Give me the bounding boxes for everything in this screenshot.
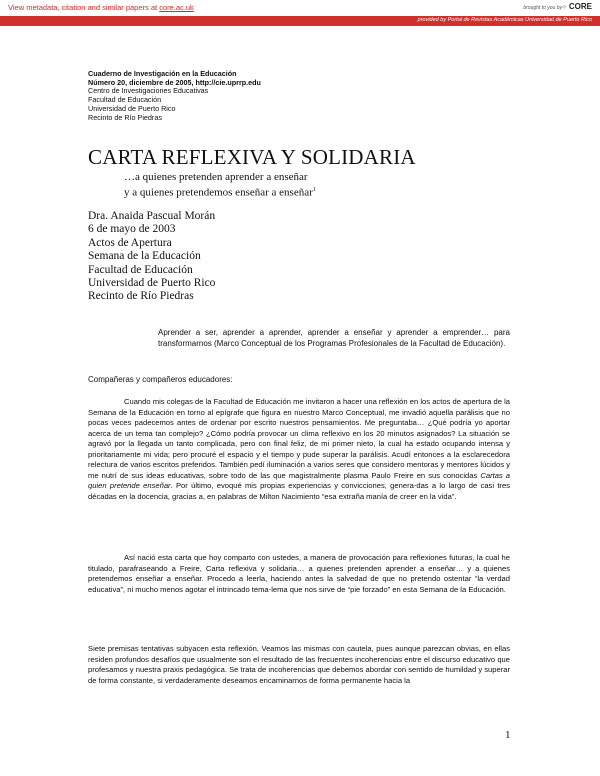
- journal-line: Recinto de Río Piedras: [88, 112, 162, 122]
- core-link-prefix: View metadata, citation and similar papers at: [8, 3, 160, 12]
- subtitle-line-1: …a quienes pretenden aprender a enseñar: [124, 171, 308, 183]
- core-logo[interactable]: [562, 2, 592, 11]
- author-faculty: Facultad de Educación: [88, 263, 193, 276]
- author-week: Semana de la Educación: [88, 250, 201, 263]
- journal-line: Facultad de Educación: [88, 95, 162, 105]
- subtitle-line-2-text: y a quienes pretendemos enseñar a enseñar: [124, 186, 313, 199]
- body-paragraph: [88, 397, 510, 502]
- salutation: Compañeras y compañeros educadores:: [88, 375, 233, 384]
- journal-name: Cuaderno de Investigación en la Educación: [88, 69, 237, 78]
- author-date: 6 de mayo de 2003: [88, 223, 176, 236]
- author-campus: Recinto de Río Piedras: [88, 290, 194, 303]
- epigraph: Aprender a ser, aprender a aprender, aprender a enseñar y aprender a emprender… para transformarnos (Marco Conceptual de los Programas Profesionales de la Facultad de Educación).: [158, 328, 510, 348]
- page-title: CARTA REFLEXIVA Y SOLIDARIA: [88, 145, 416, 169]
- author-event: Actos de Apertura: [88, 236, 172, 249]
- page-number: 1: [505, 729, 511, 741]
- subtitle-line-2: [124, 184, 316, 199]
- footnote-ref[interactable]: 1: [312, 186, 316, 193]
- paragraph-1-text-a: Cuando mis colegas de la Facultad de Educación me invitaron a hacer una reflexión en los actos de apertura de la Semana de la Educación en torno al epígrafe que figura en nuestro Marco Conceptual, me invadió aquella parálisis que no pocas veces padecemos antes de ordenar por escrito nuestros pensamientos. Me preguntaba… ¿Qué podría yo aportar acerca de un tema tan complejo? ¿Cómo podría provocar un clima reflexivo en los 20 minutos asignados? La situación se agravó por la llegada un tanto complicada, pero con final feliz, de mi primer nieto, la cual ha estado ocupando intensa y prioritariamente mi vida; pero procuré el espacio y el tiempo y pude superar la parálisis. Acudí entonces a la esclarecedora relectura de varios escritos preferidos. También pedí iluminación a varios seres que considero mentoras y mentores lúcidos y me nutrí de sus ideas educativas, sobre todo de las que magistralmente plasma Paulo Freire en sus conocidas: [88, 397, 510, 480]
- core-link-domain: core.ac.uk: [159, 3, 194, 12]
- paragraph-2-text: Así nació esta carta que hoy comparto con ustedes, a manera de provocación para reflexiones futuras, la cual he titulado, parafraseando a Freire, Carta reflexiva y solidaria… a quienes pretenden aprender a enseñar… y a quienes pretendemos enseñar a enseñar. Procedo a leerla, haciendo antes la salvedad de que no pretendo ostentar “la verdad educativa”, ni mucho menos agotar el intrincado tema-lema que nos sirve de “pie forzado” en esta Semana de la Educación.: [88, 553, 510, 594]
- author-name: Dra. Anaida Pascual Morán: [88, 210, 216, 222]
- journal-header: [88, 70, 261, 122]
- journal-issue: Número 20, diciembre de 2005, http://cie.uprrp.edu: [88, 77, 261, 87]
- core-metadata-link[interactable]: [8, 3, 194, 12]
- journal-line: Centro de Investigaciones Educativas: [88, 86, 209, 96]
- body-paragraph: [88, 644, 510, 686]
- subtitle: [124, 171, 316, 199]
- body-paragraph: [88, 553, 510, 595]
- core-logo-text: CORE: [568, 2, 592, 11]
- paragraph-1-text-b: . Por último, evoqué mis propias experiencias y convicciones, genera-das a lo largo de casi tres décadas en la docencia, gracias a, en palabras de Milton Nacimiento “esa extraña manía de creer en la vida”.: [88, 481, 510, 501]
- provided-by-bar: [0, 16, 600, 26]
- journal-line: Universidad de Puerto Rico: [88, 103, 176, 113]
- paragraph-1-book-title: Cartas a quien pretende enseñar: [88, 470, 511, 490]
- core-logo-dots-icon: ⁘: [561, 5, 567, 11]
- core-banner: [0, 0, 600, 17]
- author-university: Universidad de Puerto Rico: [88, 277, 216, 290]
- paragraph-3-text: Siete premisas tentativas subyacen esta reflexión. Veamos las mismas con cautela, pues aunque parezcan obvias, en ellas residen profundos desafíos que usualmente son el resultado de las frecuentes incoherencias entre el discurso educativo que profesamos y nuestra praxis pedagógica. Se trata de incoherencias que debemos abordar con sentido de humildad y superar de forma constante, si verdaderamente deseamos encaminarnos de forma permanente hacia la: [88, 644, 510, 685]
- provided-by-text: provided by Portal de Revistas Académicas Universidad de Puerto Rico: [417, 17, 592, 23]
- author-block: [88, 210, 215, 304]
- core-brought-by: brought to you by: [523, 5, 562, 11]
